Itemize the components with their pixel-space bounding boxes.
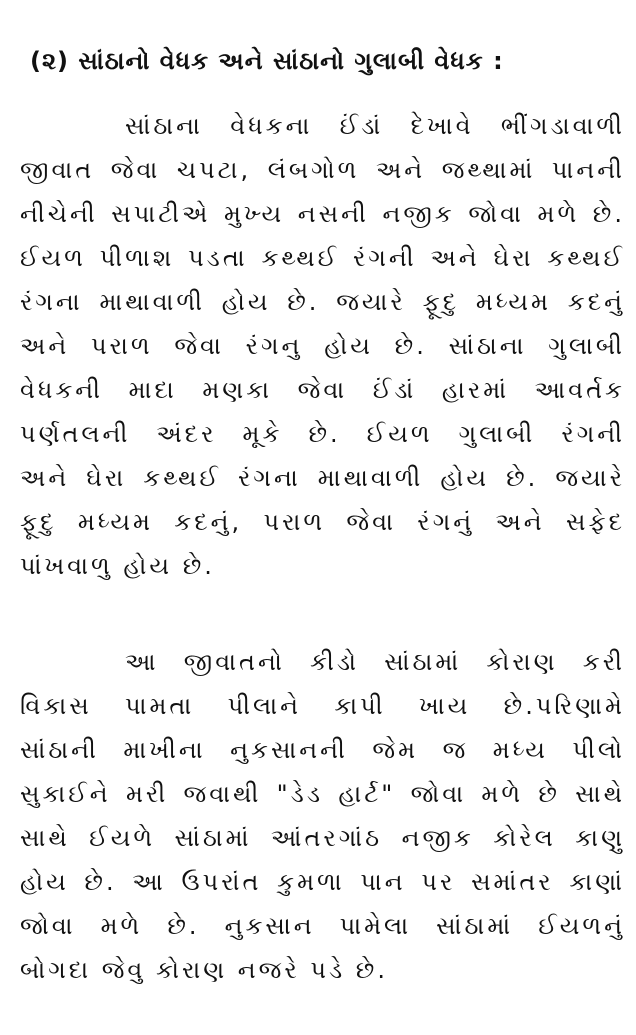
paragraph-stem-borer [20, 104, 625, 588]
paragraph-damage [20, 640, 625, 992]
paragraph-line: પર્ણતલની અંદર મૂકે છે. ઈયળ ગુલાબી રંગની [20, 420, 625, 448]
paragraph-line: સાથે ઈયળે સાંઠામાં આંતરગાંઠ નજીક કોરેલ કાણુ [20, 824, 625, 852]
section-heading: (૨) સાંઠાનો વેધક અને સાંઠાનો ગુલાબી વેધક : [30, 47, 504, 75]
paragraph-line: જોવા મળે છે. નુકસાન પામેલા સાંઠામાં ઈયળનું [20, 912, 625, 940]
paragraph-line: અને પરાળ જેવા રંગનુ હોય છે. સાંઠાના ગુલાબી [20, 332, 625, 360]
paragraph-line: ફૂદુ મધ્યમ કદનું, પરાળ જેવા રંગનું અને સફેદ [20, 508, 625, 536]
paragraph-line: અને ઘેરા કથ્થઈ રંગના માથાવાળી હોય છે. જયારે [20, 464, 625, 492]
paragraph-line: ઈયળ પીળાશ પડતા કથ્થઈ રંગની અને ઘેરા કથ્થઈ [20, 244, 625, 272]
paragraph-line: જીવાત જેવા ચપટા, લંબગોળ અને જથ્થામાં પાનની [20, 156, 625, 184]
paragraph-line: બોગદા જેવુ કોરાણ નજરે પડે છે. [20, 956, 388, 984]
paragraph-line: પાંખવાળુ હોય છે. [20, 552, 215, 580]
paragraph-line: વિકાસ પામતા પીલાને કાપી ખાય છે.પરિણામે [20, 692, 625, 720]
paragraph-line: સુકાઈને મરી જવાથી "ડેડ હાર્ટ" જોવા મળે છે સાથે [20, 780, 625, 808]
paragraph-line: નીચેની સપાટીએ મુખ્ય નસની નજીક જોવા મળે છે. [20, 200, 625, 228]
paragraph-line: વેધકની માદા મણકા જેવા ઈંડાં હારમાં આવર્તક [20, 376, 625, 404]
paragraph-line: હોય છે. આ ઉપરાંત કુમળા પાન પર સમાંતર કાણાં [20, 868, 625, 896]
paragraph-line: આ જીવાતનો કીડો સાંઠામાં કોરાણ કરી [125, 648, 625, 676]
paragraph-line: રંગના માથાવાળી હોય છે. જયારે ફૂદુ મધ્યમ કદનું [20, 288, 625, 316]
paragraph-line: સાંઠાની માખીના નુકસાનની જેમ જ મધ્ય પીલો [20, 736, 625, 764]
paragraph-line: સાંઠાના વેધકના ઈંડાં દેખાવે ભીંગડાવાળી [125, 112, 625, 140]
